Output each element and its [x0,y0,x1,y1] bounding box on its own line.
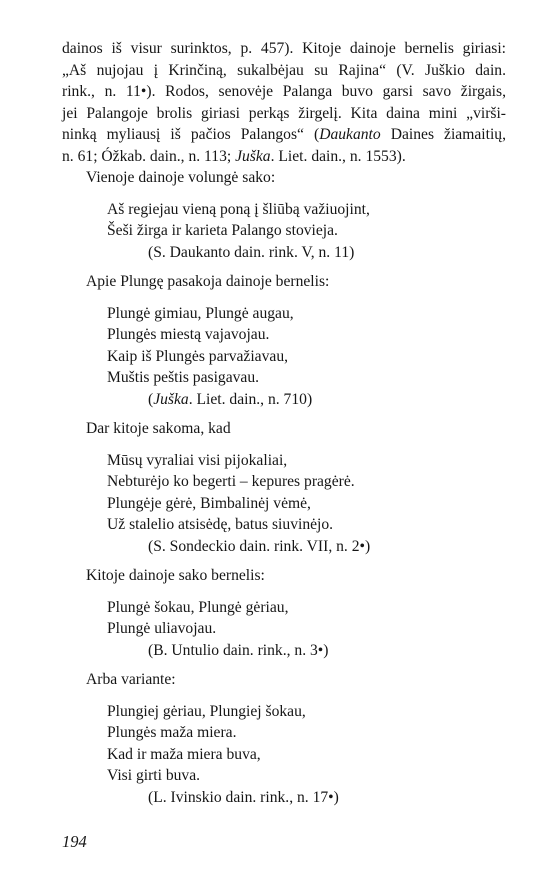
paragraph-line: dainos iš visur surinktos, p. 457). Kitoje dainoje bernelis giriasi: [62,40,506,57]
verse-line: Už stalelio atsisėdę, batus siuvinėjo. [107,516,334,533]
verse-source: (B. Untulio dain. rink., n. 3•) [148,641,329,659]
section-intro: Apie Plungę pasakoja dainoje bernelis: [86,273,330,290]
paragraph-line: jei Palangoje brolis giriasi perkąs žirgelį. Kita daina mini „virši- [62,104,506,122]
verse-block [107,199,506,264]
page-number: 194 [62,832,87,851]
body-text [62,38,506,808]
verse-source: (S. Sondeckio dain. rink. VII, n. 2•) [148,537,371,555]
section-intro: Kitoje dainoje sako bernelis: [86,567,265,584]
verse-line: Plungės miestą vajavojau. [107,326,270,343]
verse-line: Plungiej gėriau, Plungiej šokau, [107,702,306,720]
paragraph-line: rink., n. 11•). Rodos, senovėje Palanga buvo garsi savo žirgais, [62,83,506,100]
verse-block [107,597,506,662]
paragraph-line: ninką myliausį iš pačios Palangos“ (Daukanto Daines žiamaitių, [62,126,506,143]
verse-line: Šeši žirga ir karieta Palango stovieja. [107,222,338,239]
verse-line: Nebturėjo ko begerti – kepures pragėrė. [107,473,355,490]
verse-line: Plungė šokau, Plungė gėriau, [107,598,289,616]
paragraph-line: „Aš nujojau į Krinčiną, sukalbėjau su Rajina“ (V. Juškio dain. [62,61,506,79]
verse-block [107,701,506,809]
section-intro: Arba variante: [86,671,176,688]
opening-paragraph [62,38,506,167]
verse-line: Muštis peštis pasigavau. [107,369,260,386]
verse-line: Kad ir maža miera buva, [107,745,261,763]
verse-line: Aš regiejau vieną poną į šliūbą važiuojint, [107,200,370,218]
paragraph-line: n. 61; Óžkab. dain., n. 113; Juška. Liet. dain., n. 1553). [62,147,406,165]
verse-line: Mūsų vyraliai visi pijokaliai, [107,451,288,469]
verse-block [107,303,506,411]
verse-line: Visi girti buva. [107,767,201,784]
section-intro: Vienoje dainoje volungė sako: [86,169,276,186]
verse-source: (Juška. Liet. dain., n. 710) [148,390,313,408]
verse-source: (L. Ivinskio dain. rink., n. 17•) [148,788,339,806]
verse-block [107,450,506,558]
verse-line: Kaip iš Plungės parvažiavau, [107,347,289,365]
verse-source: (S. Daukanto dain. rink. V, n. 11) [148,243,355,261]
verse-line: Plungėje gėrė, Bimbalinėj vėmė, [107,494,311,512]
verse-line: Plungė gimiau, Plungė augau, [107,304,294,322]
section-intro: Dar kitoje sakoma, kad [86,420,231,437]
verse-line: Plungės maža miera. [107,724,237,741]
verse-line: Plungė uliavojau. [107,620,217,637]
